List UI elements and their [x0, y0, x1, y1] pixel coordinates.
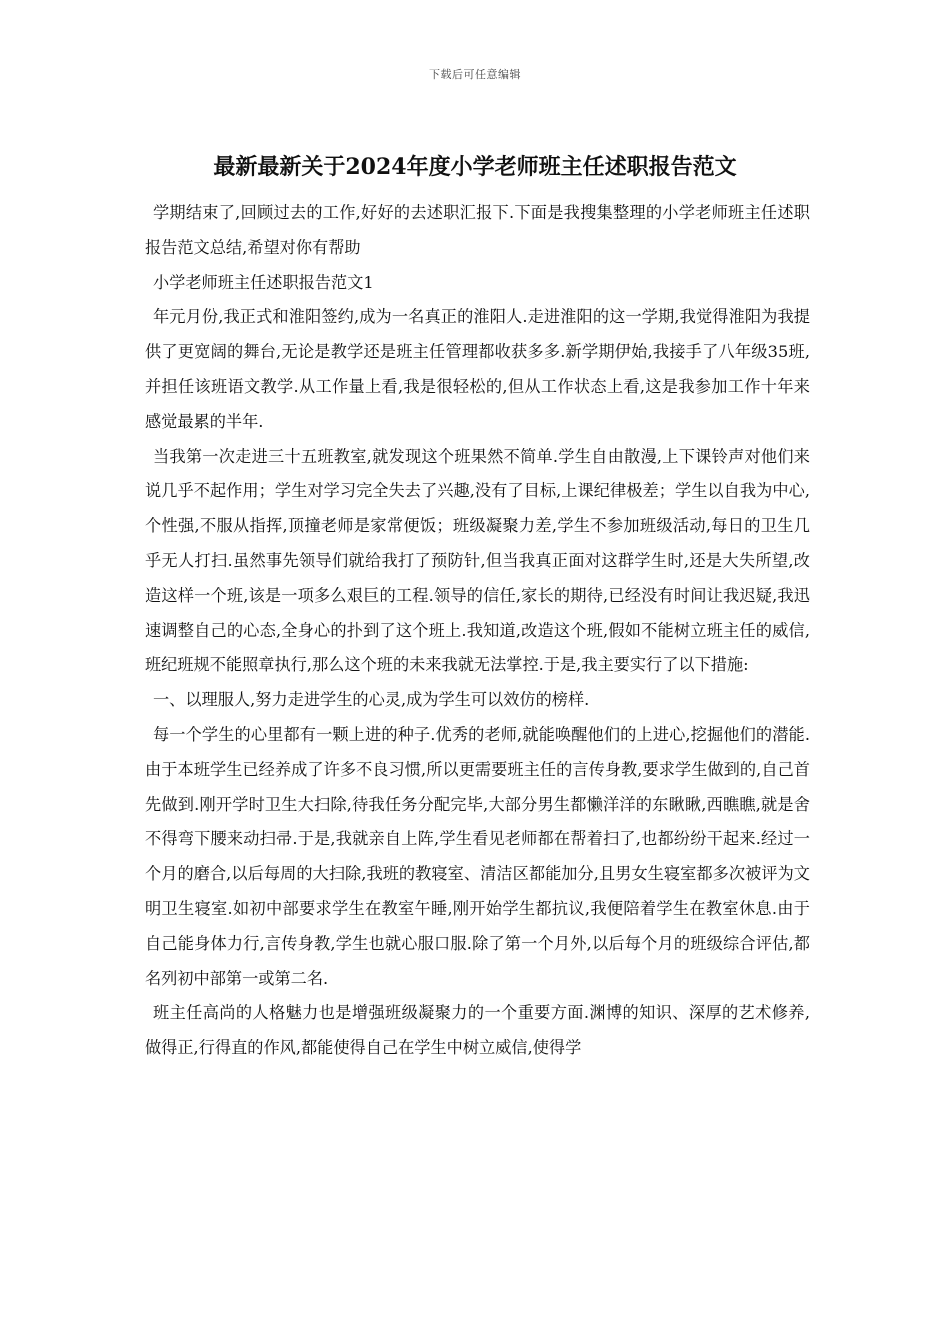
- paragraph-intro: 学期结束了,回顾过去的工作,好好的去述职汇报下.下面是我搜集整理的小学老师班主任述职报告范文总结,希望对你有帮助: [145, 203, 810, 257]
- paragraph-personal-charm: 班主任高尚的人格魅力也是增强班级凝聚力的一个重要方面.渊博的知识、深厚的艺术修养,做得正,行得直的作风,都能使得自己在学生中树立威信,使得学: [145, 1003, 810, 1058]
- document-body: [145, 196, 810, 1066]
- paragraph-class-situation: 当我第一次走进三十五班教室,就发现这个班果然不简单.学生自由散漫,上下课铃声对他们来说几乎不起作用；学生对学习完全失去了兴趣,没有了目标,上课纪律极差；学生以自我为中心,个性强,不服从指挥,顶撞老师是家常便饭；班级凝聚力差,学生不参加班级活动,每日的卫生几乎无人打扫.虽然事先领导们就给我打了预防针,但当我真正面对这群学生时,还是大失所望,改造这样一个班,该是一项多么艰巨的工程.领导的信任,家长的期待,已经没有时间让我迟疑,我迅速调整自己的心态,全身心的扑到了这个班上.我知道,改造这个班,假如不能树立班主任的威信,班纪班规不能照章执行,那么这个班的未来我就无法掌控.于是,我主要实行了以下措施:: [145, 446, 810, 675]
- paragraph-measure-one: 一、以理服人,努力走进学生的心灵,成为学生可以效仿的榜样.: [153, 690, 590, 710]
- paragraph-role-model: 每一个学生的心里都有一颗上进的种子.优秀的老师,就能唤醒他们的上进心,挖掘他们的潜能.由于本班学生已经养成了许多不良习惯,所以更需要班主任的言传身教,要求学生做到的,自己首先做到.刚开学时卫生大扫除,待我任务分配完毕,大部分男生都懒洋洋的东瞅瞅,西瞧瞧,就是舍不得弯下腰来动扫帚.于是,我就亲自上阵,学生看见老师都在帮着扫了,也都纷纷干起来.经过一个月的磨合,以后每周的大扫除,我班的教寝室、清洁区都能加分,且男女生寝室都多次被评为文明卫生寝室.如初中部要求学生在教室午睡,刚开始学生都抗议,我便陪着学生在教室休息.由于自己能身体力行,言传身教,学生也就心服口服.除了第一个月外,以后每个月的班级综合评估,都名列初中部第一或第二名.: [145, 724, 810, 988]
- header-note: 下载后可任意编辑: [429, 68, 521, 81]
- paragraph-section-heading: 小学老师班主任述职报告范文1: [153, 272, 374, 292]
- document-title: 最新最新关于2024年度小学老师班主任述职报告范文: [213, 154, 737, 180]
- paragraph-signing: 年元月份,我正式和淮阳签约,成为一名真正的淮阳人.走进淮阳的这一学期,我觉得淮阳为我提供了更宽阔的舞台,无论是教学还是班主任管理都收获多多.新学期伊始,我接手了八年级35班,并担任该班语文教学.从工作量上看,我是很轻松的,但从工作状态上看,这是我参加工作十年来感觉最累的半年.: [145, 307, 810, 431]
